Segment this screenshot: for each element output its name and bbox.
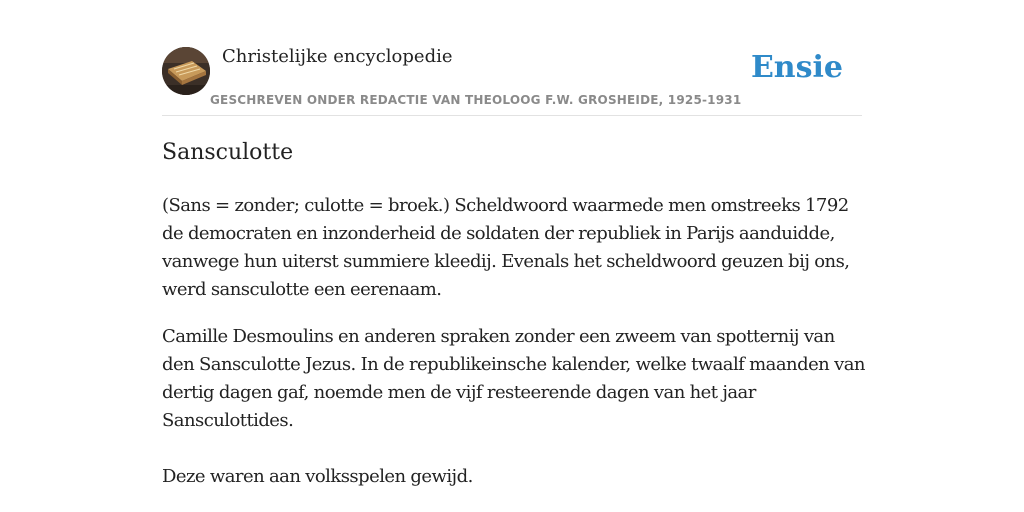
publication-name[interactable]: Christelijke encyclopedie [222,46,453,67]
entry-paragraph: Deze waren aan volksspelen gewijd. [162,466,473,487]
publication-subtitle: GESCHREVEN ONDER REDACTIE VAN THEOLOOG F.W. GROSHEIDE, 1925-1931 [210,93,742,107]
header-divider [162,115,862,116]
entry-paragraph: (Sans = zonder; culotte = broek.) Scheldwoord waarmede men omstreeks 1792 de democraten en inzonderheid de soldaten der republiek in Parijs aanduidde, vanwege hun uiterst summiere kleedij. Evenals het scheldwoord geuzen bij ons, werd sansculotte een eerenaam. [162,195,850,300]
entry-title: Sansculotte [162,140,294,165]
brand-logo[interactable]: Ensie [750,50,843,85]
entry-paragraph: Camille Desmoulins en anderen spraken zonder een zweem van spotternij van den Sansculotte Jezus. In de republikeinsche kalender, welke twaalf maanden van dertig dagen gaf, noemde men de vijf resteerende dagen van het jaar Sansculottides. [162,326,865,431]
book-image-icon [162,47,210,95]
publication-avatar[interactable] [162,47,210,95]
entry-body [162,192,866,491]
